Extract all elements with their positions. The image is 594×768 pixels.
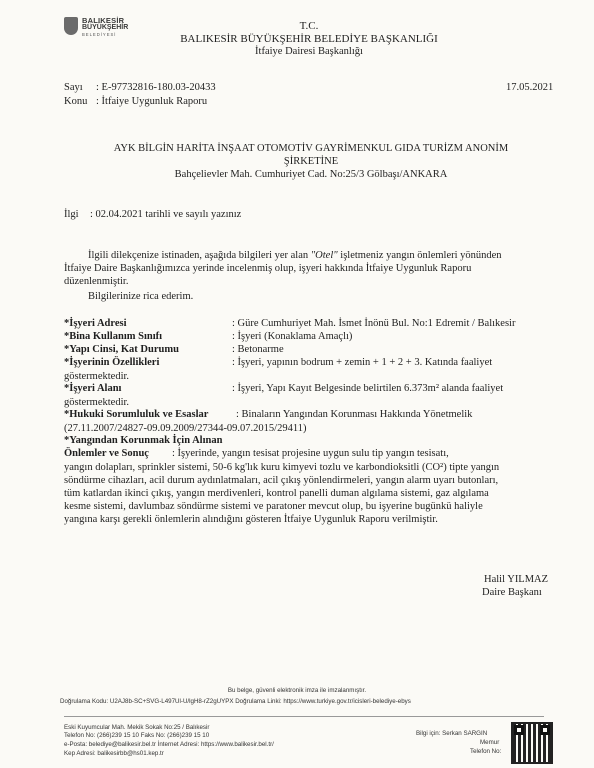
esign-notice: Bu belge, güvenli elektronik imza ile imzalanmıştır. bbox=[227, 687, 367, 694]
signatory-name: Halil YILMAZ bbox=[484, 574, 549, 585]
recipient-address: Bahçelievler Mah. Cumhuriyet Cad. No:25/3 Gölbaşı/ANKARA bbox=[174, 169, 448, 180]
signatory-title: Daire Başkanı bbox=[482, 587, 542, 598]
field-value-measures: : İşyerinde, yangın tesisat projesine uygun sulu tip yangın tesisatı, bbox=[172, 448, 449, 459]
logo-line-2: BÜYÜKŞEHİR bbox=[82, 24, 129, 31]
measures-line: tüm katlardan ikinci çıkış, yangın merdivenleri, kontrol panelli duman algılama sistemi, gaz algılama bbox=[64, 488, 489, 499]
contact-phone-label: Telefon No: bbox=[470, 748, 502, 755]
body-paragraph-line-2: İtfaiye Daire Başkanlığımızca yerinde incelenmiş olup, işyeri hakkında İtfaiye Uygunluk Raporu bbox=[64, 263, 472, 274]
measures-line: yangına karşı gerekli önlemlerin alındığını gösteren İtfaiye Uygunluk Raporu verilmiştir. bbox=[64, 514, 438, 525]
measures-line: kesme sistemi, davlumbaz söndürme sistemi ve paratoner mevcut olup, bu işyerine bugünkü haliyle bbox=[64, 501, 483, 512]
field-value-legal: : Binaların Yangından Korunması Hakkında Yönetmelik bbox=[236, 409, 473, 420]
sayi-label: Sayı bbox=[64, 82, 83, 93]
field-label-usage-class: *Bina Kullanım Sınıfı bbox=[64, 331, 163, 342]
recipient-line-1: AYK BİLGİN HARİTA İNŞAAT OTOMOTİV GAYRİMENKUL GIDA TURİZM ANONİM bbox=[113, 143, 509, 154]
qr-code-icon bbox=[511, 722, 553, 764]
footer-kep: Kep Adresi: balikesirbb@hs01.kep.tr bbox=[64, 750, 164, 757]
measures-line: söndürme cihazları, acil durum aydınlatmaları, acil çıkış yönlendirmeleri, yangın alarm uyarı butonları, bbox=[64, 475, 499, 486]
sayi-value: : E-97732816-180.03-20433 bbox=[96, 82, 216, 93]
document-date: 17.05.2021 bbox=[506, 82, 554, 93]
regards-text: Bilgilerinize rica ederim. bbox=[88, 291, 194, 302]
field-label-structure: *Yapı Cinsi, Kat Durumu bbox=[64, 344, 179, 355]
recipient-line-2: ŞİRKETİNE bbox=[283, 156, 339, 167]
konu-value: : İtfaiye Uygunluk Raporu bbox=[96, 96, 208, 107]
header-tc: T.C. bbox=[299, 20, 319, 32]
body-paragraph-line-3: düzenlenmiştir. bbox=[64, 276, 129, 287]
footer-phone: Telefon No: (266)239 15 10 Faks No: (266)239 15 10 bbox=[64, 732, 210, 739]
contact-person: Bilgi için: Serkan SARGIN bbox=[416, 730, 488, 737]
logo-line-3: BELEDİYESİ bbox=[82, 32, 117, 37]
footer-address: Eski Kuyumcular Mah. Mekik Sokak No:25 / Balıkesir bbox=[64, 724, 210, 731]
ilgi-value: : 02.04.2021 tarihli ve sayılı yazınız bbox=[90, 209, 242, 220]
header-department: İtfaiye Dairesi Başkanlığı bbox=[255, 46, 363, 57]
field-value-area: : İşyeri, Yapı Kayıt Belgesinde belirtilen 6.373m² alanda faaliyet bbox=[232, 383, 504, 394]
field-label-features: *İşyerinin Özellikleri bbox=[64, 357, 160, 368]
field-value-usage-class: : İşyeri (Konaklama Amaçlı) bbox=[232, 331, 353, 342]
footer-divider bbox=[64, 716, 544, 717]
footer-email[interactable]: e-Posta: belediye@balikesir.bel.tr İnternet Adresi: https://www.balikesir.bel.tr/ bbox=[64, 741, 274, 748]
body-paragraph-line-1: İlgili dilekçenize istinaden, aşağıda bilgileri yer alan "Otel" işletmeniz yangın önlemleri yönünden bbox=[88, 250, 502, 261]
field-label-measures-2: Önlemler ve Sonuç bbox=[64, 448, 149, 459]
logo-line-1: BALIKESİR bbox=[82, 16, 125, 25]
konu-label: Konu bbox=[64, 96, 88, 107]
field-value-features-cont: göstermektedir. bbox=[64, 371, 130, 382]
field-label-area: *İşyeri Alanı bbox=[64, 383, 122, 394]
field-value-legal-cont: (27.11.2007/24827-09.09.2009/27344-09.07.2015/29411) bbox=[64, 423, 307, 434]
ilgi-label: İlgi bbox=[64, 209, 79, 220]
field-label-address: *İşyeri Adresi bbox=[64, 318, 127, 329]
field-value-structure: : Betonarme bbox=[232, 344, 284, 355]
field-label-measures-1: *Yangından Korunmak İçin Alınan bbox=[64, 435, 223, 446]
verification-code: Doğrulama Kodu: U2AJ8b-SC+SVG-L497Ul-U/lgH8-rZ2gUYPX Doğrulama Linki: https://www.turkiye.gov.tr/icisleri-belediye-ebys bbox=[60, 698, 411, 705]
field-value-area-cont: göstermektedir. bbox=[64, 397, 130, 408]
field-label-legal: *Hukuki Sorumluluk ve Esaslar bbox=[64, 409, 209, 420]
field-value-address: : Güre Cumhuriyet Mah. İsmet İnönü Bul. No:1 Edremit / Balıkesir bbox=[232, 318, 516, 329]
header-institution: BALIKESİR BÜYÜKŞEHİR BELEDİYE BAŞKANLIĞI bbox=[180, 33, 438, 45]
field-value-features: : İşyeri, yapının bodrum + zemin + 1 + 2 + 3. Katında faaliyet bbox=[232, 357, 493, 368]
contact-role: Memur bbox=[480, 739, 500, 746]
measures-line: yangın dolapları, sprinkler sistemi, 50-6 kg'lık kuru kimyevi tozlu ve karbondioksitli (CO²) tipte yangın bbox=[64, 462, 500, 473]
